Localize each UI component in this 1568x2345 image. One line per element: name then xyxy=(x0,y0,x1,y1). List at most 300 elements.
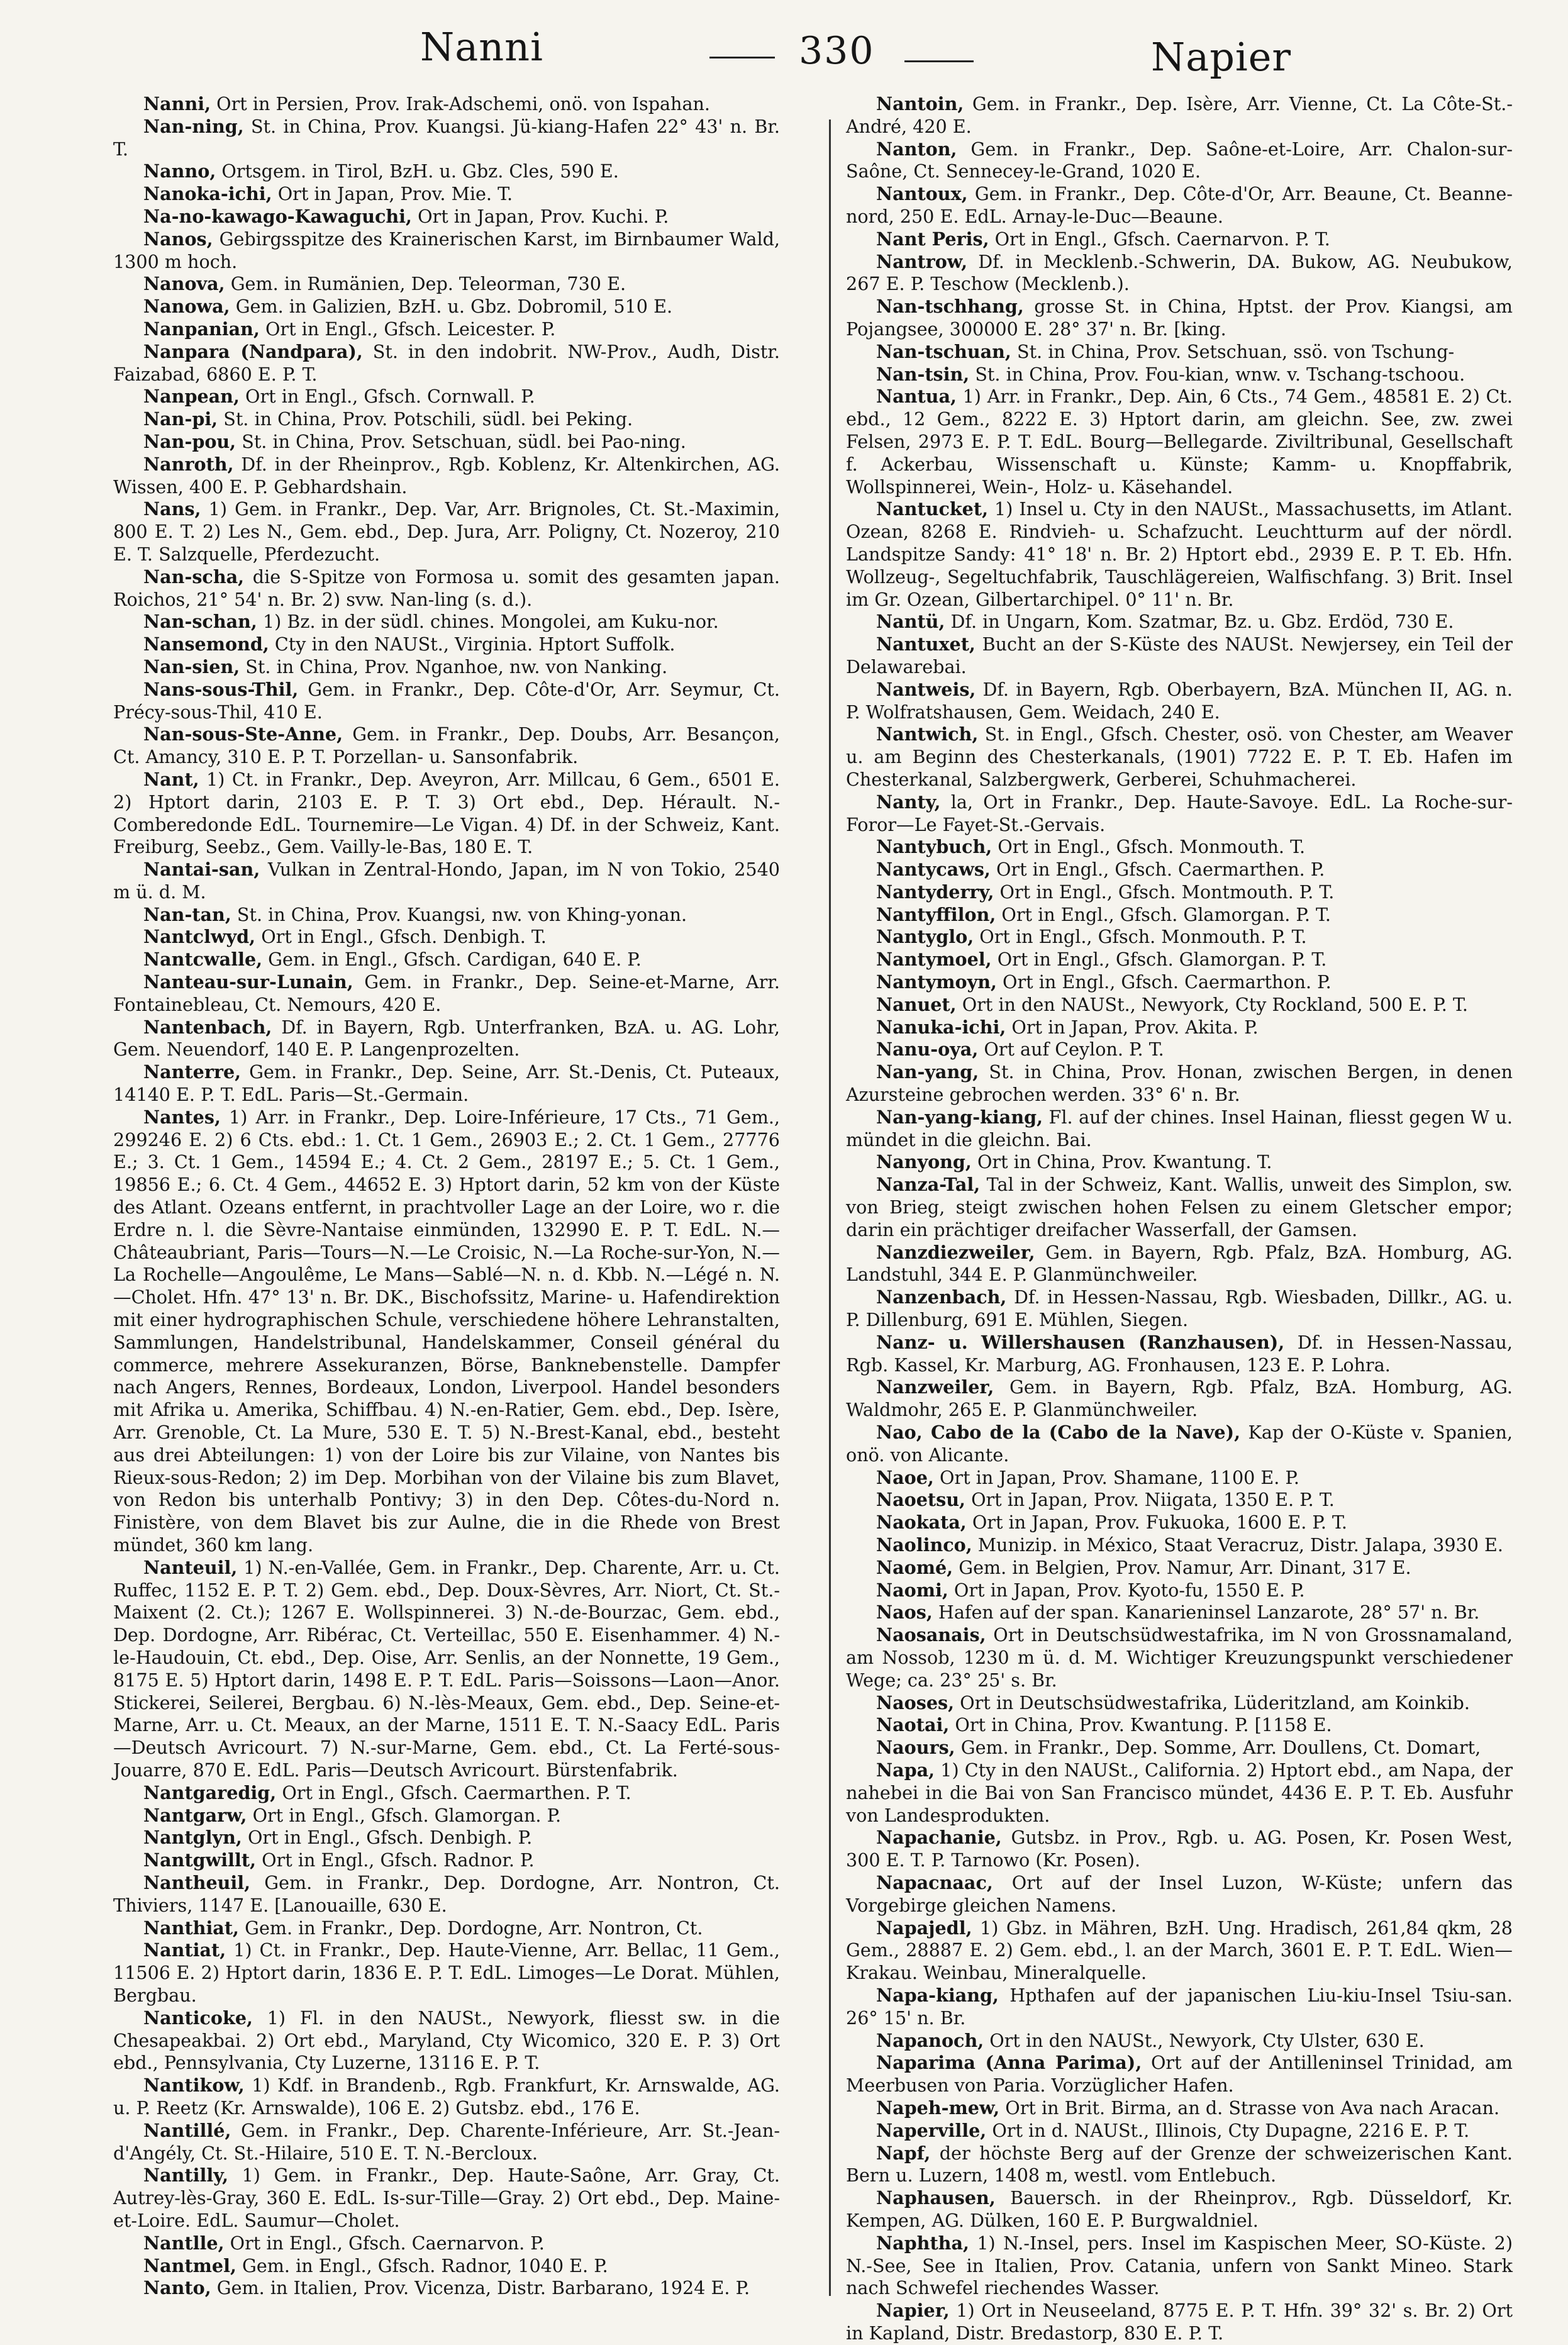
entry-text: Ort in China, Prov. Kwantung. T. xyxy=(971,1151,1272,1173)
entry-headword: Nantiat, xyxy=(143,1939,226,1961)
entry-headword: Nantucket, xyxy=(876,498,989,520)
dictionary-entry xyxy=(113,1805,780,1827)
dictionary-entry xyxy=(113,160,780,183)
entry-text: Munizip. in México, Staat Veracruz, Distr. Jalapa, 3930 E. xyxy=(972,1534,1503,1556)
dictionary-entry xyxy=(113,1872,780,1917)
entry-headword: Nantymoyn, xyxy=(876,971,997,993)
entry-headword: Nan-sous-Ste-Anne, xyxy=(143,723,343,745)
entry-text: Ort in Persien, Prov. Irak-Adschemi, onö. von Ispahan. xyxy=(211,93,711,114)
entry-headword: Nanos, xyxy=(143,228,213,250)
entry-text: St. in China, Prov. Kuangsi, nw. von Khing-yonan. xyxy=(231,903,687,925)
entry-text: Ort in Japan, Prov. Shamane, 1100 E. P. xyxy=(933,1466,1300,1488)
entry-text: Ort in Engl., Gfsch. Caermarthon. P. xyxy=(996,971,1332,993)
dictionary-entry xyxy=(846,2232,1513,2300)
dictionary-entry xyxy=(846,1017,1513,1039)
dictionary-entry xyxy=(846,386,1513,498)
entry-headword: Naoetsu, xyxy=(876,1489,965,1511)
entry-headword: Nan-tschhang, xyxy=(876,296,1024,318)
entry-text: Ort auf Ceylon. P. T. xyxy=(978,1039,1164,1061)
entry-headword: Nanzdiezweiler, xyxy=(876,1241,1035,1263)
header-dash-left xyxy=(709,57,775,58)
entry-text: Gem. in Engl., Gfsch. Cardigan, 640 E. P. xyxy=(262,949,642,971)
entry-text: Gem. in Frankr., Dep. Seine, Arr. St.-Denis, Ct. Puteaux, 14140 E. P. T. EdL. Paris—St.-Germain. xyxy=(113,1061,780,1106)
entry-text: die S-Spitze von Formosa u. somit des gesamten japan. Roichos, 21° 54' n. Br. 2) svw. Nan-ling (s. d.). xyxy=(113,565,780,610)
entry-headword: Nanno, xyxy=(143,160,216,182)
entry-text: St. in China, Prov. Setschuan, südl. bei Pao-ning. xyxy=(236,430,686,452)
entry-text: 1) Ct. in Frankr., Dep. Haute-Vienne, Arr. Bellac, 11 Gem., 11506 E. 2) Hptort darin, 1836 E. P. T. EdL. Limoges—Le Dorat. Mühlen, Bergbau. xyxy=(113,1939,780,2006)
entry-text: 1) Insel u. Cty in den NAUSt., Massachusetts, im Atlant. Ozean, 8268 E. Rindvieh- u. Schafzucht. Leuchtturm auf der nördl. Landspitze Sandy: 41° 18' n. Br. 2) Hptort ebd., 2939 E. P. T. Eb. Hfn. Wollzeug-, Segeltuchfabrik, Tauschlägereien, Walfischfang. 3) Brit. Insel im Gr. Ozean, Gilbertarchipel. 0° 11' n. Br. xyxy=(846,498,1513,610)
entry-headword: Nantuxet, xyxy=(876,633,976,655)
dictionary-entry xyxy=(846,1242,1513,1287)
dictionary-entry xyxy=(846,1737,1513,1759)
dictionary-entry xyxy=(846,1174,1513,1241)
entry-text: Ort in Engl., Gfsch. Radnor. P. xyxy=(256,1849,535,1871)
entry-text: Ort in Japan, Prov. Mie. T. xyxy=(272,183,513,205)
dictionary-entry xyxy=(846,2120,1513,2142)
left-column xyxy=(113,93,780,2307)
dictionary-entry xyxy=(113,93,780,116)
entry-text: Ort in Engl., Gfsch. Denbigh. P. xyxy=(242,1827,533,1849)
entry-text: Gem. in Belgien, Prov. Namur, Arr. Dinant, 317 E. xyxy=(953,1556,1411,1578)
entry-text: Gem. in Italien, Prov. Vicenza, Distr. Barbarano, 1924 E. P. xyxy=(211,2277,750,2299)
dictionary-entry xyxy=(846,1579,1513,1602)
entry-text: Fl. auf der chines. Insel Hainan, fliesst gegen W u. mündet in die gleichn. Bai. xyxy=(846,1106,1513,1150)
dictionary-entry xyxy=(846,1624,1513,1691)
entry-text: Gem. in Frankr., Dep. Seine-et-Marne, Arr. Fontainebleau, Ct. Nemours, 420 E. xyxy=(113,971,780,1015)
entry-text: 1) N.-en-Vallée, Gem. in Frankr., Dep. Charente, Arr. u. Ct. Ruffec, 1152 E. P. T. 2) Gem. ebd., Dep. Doux-Sèvres, Arr. Niort, Ct. St.-Maixent (2. Ct.); 1267 E. Wollspinnerei. 3) N.-de-Bourzac, Gem. ebd., Dep. Dordogne, Arr. Ribérac, Ct. Verteillac, 550 E. Eisenhammer. 4) N.-le-Haudouin, Ct. ebd., Dep. Oise, Arr. Senlis, an der Nonnette, 19 Gem., 8175 E. 5) Hptort darin, 1498 E. P. T. EdL. Paris—Soissons—Laon—Anor. Stickerei, Seilerei, Bergbau. 6) N.-lès-Meaux, Gem. ebd., Dep. Seine-et-Marne, Arr. u. Ct. Meaux, an der Marne, 1511 E. T. N.-Saacy EdL. Paris—Deutsch Avricourt. 7) N.-sur-Marne, Gem. ebd., Ct. La Ferté-sous-Jouarre, 870 E. EdL. Paris—Deutsch Avricourt. Bürstenfabrik. xyxy=(113,1556,780,1781)
entry-headword: Naomi, xyxy=(876,1579,948,1601)
dictionary-entry xyxy=(113,498,780,565)
entry-headword: Nantillé, xyxy=(143,2119,231,2141)
dictionary-entry xyxy=(846,791,1513,837)
entry-headword: Naours, xyxy=(876,1737,955,1759)
entry-text: Gem. in Frankr., Dep. Charente-Inférieure, Arr. St.-Jean-d'Angély, Ct. St.-Hilaire, 510 E. T. N.-Bercloux. xyxy=(113,2119,780,2164)
dictionary-entry xyxy=(846,1376,1513,1422)
entry-headword: Naomé, xyxy=(876,1556,954,1578)
entry-headword: Naotai, xyxy=(876,1714,950,1736)
entry-headword: Nans, xyxy=(143,498,201,520)
entry-headword: Naparima (Anna Parima), xyxy=(876,2052,1142,2074)
entry-text: Ort in Engl., Gfsch. Montmouth. P. T. xyxy=(994,881,1335,903)
entry-headword: Nanova, xyxy=(143,273,225,295)
dictionary-entry xyxy=(846,679,1513,724)
entry-headword: Napa, xyxy=(876,1759,935,1781)
dictionary-entry xyxy=(846,2300,1513,2345)
entry-text: Gem. in Bayern, Rgb. Pfalz, BzA. Homburg, AG. Waldmohr, 265 E. P. Glanmünchweiler. xyxy=(846,1376,1513,1421)
dictionary-entry xyxy=(113,679,780,724)
entry-headword: Napacnaac, xyxy=(876,1871,993,1893)
entry-headword: Nan-ning, xyxy=(143,115,244,137)
entry-headword: Nanuet, xyxy=(876,993,957,1015)
entry-headword: Napajedl, xyxy=(876,1917,972,1939)
dictionary-entry xyxy=(846,1489,1513,1512)
entry-text: St. in China, Prov. Setschuan, ssö. von Tschung- xyxy=(1011,340,1455,362)
dictionary-entry xyxy=(846,2142,1513,2188)
dictionary-entry xyxy=(846,723,1513,791)
entry-headword: Nan-yang, xyxy=(876,1061,979,1083)
entry-headword: Nanton, xyxy=(876,138,957,160)
entry-headword: Nanpara (Nandpara), xyxy=(143,340,363,362)
entry-headword: Nan-schan, xyxy=(143,611,257,633)
entry-text: Gutsbz. in Prov., Rgb. u. AG. Posen, Kr. Posen West, 300 E. T. P. Tarnowo (Kr. Posen). xyxy=(846,1827,1513,1871)
dictionary-entry xyxy=(113,206,780,228)
entry-text: Ort in d. NAUSt., Illinois, Cty Dupagne, 2216 E. P. T. xyxy=(986,2119,1470,2141)
entry-text: 1) N.-Insel, pers. Insel im Kaspischen Meer, SO-Küste. 2) N.-See, See in Italien, Prov. Catania, unfern von Sankt Mineo. Stark nach Schwefel riechendes Wasser. xyxy=(846,2232,1513,2299)
entry-headword: Nant, xyxy=(143,768,199,790)
entry-headword: Nan-tan, xyxy=(143,903,231,925)
entry-headword: Nanuka-ichi, xyxy=(876,1016,1006,1038)
entry-headword: Napa-kiang, xyxy=(876,1984,999,2006)
dictionary-entry xyxy=(846,183,1513,228)
dictionary-entry xyxy=(113,1782,780,1805)
entry-headword: Nanty, xyxy=(876,791,941,813)
dictionary-entry xyxy=(846,251,1513,296)
entry-headword: Nanowa, xyxy=(143,296,230,318)
entry-text: Ort in den NAUSt., Newyork, Cty Ulster, 630 E. xyxy=(984,2029,1425,2051)
dictionary-entry xyxy=(846,1917,1513,1985)
entry-text: Ort in Japan, Prov. Niigata, 1350 E. P. T. xyxy=(965,1489,1335,1511)
entry-headword: Nant Peris, xyxy=(876,228,989,250)
entry-headword: Napachanie, xyxy=(876,1827,1002,1849)
entry-text: Kap der O-Küste v. Spanien, onö. von Alicante. xyxy=(846,1422,1513,1466)
entry-text: Ort in Japan, Prov. Fukuoka, 1600 E. P. T. xyxy=(966,1512,1347,1534)
dictionary-entry xyxy=(113,1827,780,1849)
entry-text: Ort in Engl., Gfsch. Caermarthen. P. T. xyxy=(276,1781,631,1803)
dictionary-entry xyxy=(113,318,780,341)
dictionary-entry xyxy=(846,1534,1513,1557)
dictionary-entry xyxy=(846,228,1513,251)
entry-text: Gem. in Frankr., Dep. Côte-d'Or, Arr. Beaune, Ct. Beanne-nord, 250 E. EdL. Arnay-le-Duc—Beaune. xyxy=(846,183,1513,227)
entry-text: Gem. in Rumänien, Dep. Teleorman, 730 E. xyxy=(225,273,626,295)
entry-headword: Nantlle, xyxy=(143,2232,225,2254)
entry-headword: Nanpean, xyxy=(143,386,240,408)
dictionary-entry xyxy=(846,904,1513,927)
entry-text: Df. in Bayern, Rgb. Unterfranken, BzA. u. AG. Lohr, Gem. Neuendorf, 140 E. P. Langenprozelten. xyxy=(113,1016,780,1061)
entry-headword: Naos, xyxy=(876,1601,933,1624)
entry-text: Bauersch. in der Rheinprov., Rgb. Düsseldorf, Kr. Kempen, AG. Dülken, 160 E. P. Burgwaldniel. xyxy=(846,2187,1513,2231)
entry-headword: Nantai-san, xyxy=(143,859,260,881)
dictionary-entry xyxy=(846,633,1513,679)
dictionary-entry xyxy=(113,2075,780,2120)
dictionary-entry xyxy=(846,1106,1513,1152)
dictionary-entry xyxy=(846,93,1513,138)
entry-headword: Nantwich, xyxy=(876,723,979,745)
entry-headword: Nanzweiler, xyxy=(876,1376,994,1398)
dictionary-entry xyxy=(846,2030,1513,2053)
entry-text: St. in China, Prov. Kuangsi. Jü-kiang-Hafen 22° 43' n. Br. T. xyxy=(113,115,780,160)
page-header xyxy=(0,11,1568,87)
dictionary-entry xyxy=(113,408,780,431)
entry-headword: Napf, xyxy=(876,2142,931,2164)
entry-headword: Naolinco, xyxy=(876,1534,972,1556)
entry-text: Ort in Engl., Gfsch. Glamorgan. P. xyxy=(247,1804,562,1826)
dictionary-entry xyxy=(113,1849,780,1872)
entry-text: 1) Ort in Neuseeland, 8775 E. P. T. Hfn. 39° 32' s. Br. 2) Ort in Kapland, Distr. Bredastorp, 830 E. P. T. xyxy=(846,2300,1513,2344)
entry-headword: Nanroth, xyxy=(143,453,234,475)
dictionary-entry xyxy=(113,1017,780,1062)
entry-headword: Nantgarw, xyxy=(143,1804,247,1826)
dictionary-entry xyxy=(846,1692,1513,1715)
entry-text: Vulkan in Zentral-Hondo, Japan, im N von Tokio, 2540 m ü. d. M. xyxy=(113,859,780,903)
column-divider xyxy=(829,120,831,2296)
dictionary-entry xyxy=(846,1601,1513,1624)
dictionary-entry xyxy=(846,138,1513,184)
entry-headword: Naphausen, xyxy=(876,2187,996,2209)
dictionary-entry xyxy=(113,116,780,161)
dictionary-entry xyxy=(846,1151,1513,1174)
dictionary-entry xyxy=(113,723,780,769)
entry-headword: Nantes, xyxy=(143,1106,221,1128)
dictionary-entry xyxy=(846,1422,1513,1467)
entry-headword: Nanoka-ichi, xyxy=(143,183,272,205)
entry-headword: Nantymoel, xyxy=(876,949,992,971)
entry-text: Cty in den NAUSt., Virginia. Hptort Suffolk. xyxy=(269,633,676,655)
entry-text: der höchste Berg auf der Grenze der schweizerischen Kant. Bern u. Luzern, 1408 m, westl. vom Entlebuch. xyxy=(846,2142,1513,2186)
entry-headword: Nanzenbach, xyxy=(876,1286,1007,1308)
dictionary-entry xyxy=(846,881,1513,904)
entry-headword: Nantybuch, xyxy=(876,836,993,858)
entry-text: Ort in Engl., Gfsch. Cornwall. P. xyxy=(239,386,535,408)
entry-text: Gem. in Frankr., Dep. Saône-et-Loire, Arr. Chalon-sur-Saône, Ct. Sennecey-le-Grand, 1020 E. xyxy=(846,138,1513,182)
entry-text: Ort in den NAUSt., Newyork, Cty Rockland, 500 E. P. T. xyxy=(956,993,1468,1015)
dictionary-entry xyxy=(113,1106,780,1557)
entry-text: St. in China, Prov. Honan, zwischen Bergen, in denen Azursteine gebrochen werden. 33° 6' n. Br. xyxy=(846,1061,1513,1106)
entry-text: Ort in China, Prov. Kwantung. P. [1158 E. xyxy=(949,1714,1332,1736)
entry-text: Ort in Engl., Gfsch. Glamorgan. P. T. xyxy=(996,903,1331,925)
dictionary-entry xyxy=(846,498,1513,611)
dictionary-entry xyxy=(846,971,1513,994)
entry-headword: Nantilly, xyxy=(143,2164,229,2186)
entry-headword: Nantweis, xyxy=(876,678,976,700)
entry-text: Ort in Deutschsüdwestafrika, im N von Grossnamaland, am Nossob, 1230 m ü. d. M. Wichtiger Kreuzungspunkt verschiedener Wege; ca. 23° 25' s. Br. xyxy=(846,1624,1513,1691)
entry-text: Ort in Engl., Gfsch. Glamorgan. P. T. xyxy=(991,949,1327,971)
entry-text: la, Ort in Frankr., Dep. Haute-Savoye. EdL. La Roche-sur-Foror—Le Fayet-St.-Gervais. xyxy=(846,791,1513,835)
right-running-head: Napier xyxy=(1151,34,1292,80)
entry-text: Ort in Engl., Gfsch. Caernarvon. P. T. xyxy=(989,228,1330,250)
entry-text: Tal in der Schweiz, Kant. Wallis, unweit des Simplon, sw. von Brieg, steigt zwischen hohen Felsen zu einem Gletscher empor; darin ein prächtiger dreifacher Wasserfall, der Gamsen. xyxy=(846,1174,1513,1240)
entry-text: Df. in Hessen-Nassau, Rgb. Kassel, Kr. Marburg, AG. Fronhausen, 123 E. P. Lohra. xyxy=(846,1331,1513,1376)
entry-text: St. in Engl., Gfsch. Chester, osö. von Chester, am Weaver u. am Beginn des Chesterkanals, (1901) 7722 E. P. T. Eb. Hafen im Chesterkanal, Salzbergwerk, Gerberei, Schuhmacherei. xyxy=(846,723,1513,790)
entry-text: Gem. in Frankr., Dep. Côte-d'Or, Arr. Seymur, Ct. Précy-sous-Thil, 410 E. xyxy=(113,678,780,723)
dictionary-entry xyxy=(113,2164,780,2232)
entry-text: Ort auf der Antilleninsel Trinidad, am Meerbusen von Paria. Vorzüglicher Hafen. xyxy=(846,2052,1513,2097)
entry-headword: Napier, xyxy=(876,2300,950,2322)
dictionary-entry xyxy=(846,1467,1513,1490)
entry-text: Gem. in Frankr., Dep. Isère, Arr. Vienne, Ct. La Côte-St.-André, 420 E. xyxy=(846,93,1513,137)
dictionary-entry xyxy=(113,1557,780,1782)
entry-headword: Nantoin, xyxy=(876,93,964,114)
dictionary-entry xyxy=(113,2277,780,2300)
entry-text: Df. in der Rheinprov., Rgb. Koblenz, Kr. Altenkirchen, AG. Wissen, 400 E. P. Gebhardshain. xyxy=(113,453,780,498)
entry-headword: Naoses, xyxy=(876,1691,955,1713)
entry-text: Gem. in Galizien, BzH. u. Gbz. Dobromil, 510 E. xyxy=(230,296,673,318)
entry-headword: Nantgwillt, xyxy=(143,1849,257,1871)
entry-headword: Napeh-mew, xyxy=(876,2097,1000,2119)
page-number: 330 xyxy=(799,29,875,73)
dictionary-entry xyxy=(113,904,780,927)
dictionary-entry xyxy=(113,183,780,206)
entry-text: 1) Arr. in Frankr., Dep. Loire-Inférieure, 17 Cts., 71 Gem., 299246 E. 2) 6 Cts. ebd.: 1. Ct. 1 Gem., 26903 E.; 2. Ct. 1 Gem., 27776 E.; 3. Ct. 1 Gem., 14594 E.; 4. Ct. 2 Gem., 28197 E.; 5. Ct. 1 Gem., 19856 E.; 6. Ct. 4 Gem., 44652 E. 3) Hptort darin, 52 km von der Küste des Atlant. Ozeans entfernt, in prachtvoller Lage an der Loire, wo r. die Erdre n. l. die Sèvre-Nantaise einmünden, 132990 E. P. T. EdL. N.—Châteaubriant, Paris—Tours—N.—Le Croisic, N.—La Roche-sur-Yon, N.—La Rochelle—Angoulême, Le Mans—Sablé—N. n. d. Kbb. N.—Légé n. N.—Cholet. Hfn. 47° 13' n. Br. DK., Bischofssitz, Marine- u. Hafendirektion mit einer hydrographischen Schule, verschiedene höhere Lehranstalten, Sammlungen, Handelstribunal, Handelskammer, Conseil général du commerce, mehrere Assekuranzen, Börse, Banknebenstelle. Dampfer nach Angers, Rennes, Bordeaux, London, Liverpool. Handel besonders mit Afrika u. Amerika, Schiffbau. 4) N.-en-Ratier, Gem. ebd., Dep. Isère, Arr. Grenoble, Ct. La Mure, 530 E. T. 5) N.-Brest-Kanal, ebd., besteht aus drei Abteilungen: 1) von der Loire bis zur Vilaine, von Nantes bis Rieux-sous-Redon; 2) im Dep. Morbihan von der Vilaine bis zum Blavet, von Redon bis unterhalb Pontivy; 3) in den Dep. Côtes-du-Nord n. Finistère, von dem Blavet bis zur Aulne, die in die Rhede von Brest mündet, 360 km lang. xyxy=(113,1106,780,1556)
dictionary-entry xyxy=(113,949,780,971)
entry-text: 1) Cty in den NAUSt., California. 2) Hptort ebd., am Napa, der nahebei in die Bai von San Francisco mündet, 4436 E. P. T. Eb. Ausfuhr von Landesprodukten. xyxy=(846,1759,1513,1826)
dictionary-entry xyxy=(846,2052,1513,2097)
dictionary-entry xyxy=(846,296,1513,341)
entry-headword: Nantenbach, xyxy=(143,1016,272,1038)
entry-text: Ortsgem. in Tirol, BzH. u. Gbz. Cles, 590 E. xyxy=(216,160,619,182)
entry-headword: Napanoch, xyxy=(876,2029,984,2051)
entry-headword: Na-no-kawago-Kawaguchi, xyxy=(143,205,412,227)
header-dash-right xyxy=(904,60,974,62)
entry-text: 1) Gbz. in Mähren, BzH. Ung. Hradisch, 261,84 qkm, 28 Gem., 28887 E. 2) Gem. ebd., l. an der March, 3601 E. P. T. EdL. Wien—Krakau. Weinbau, Mineralquelle. xyxy=(846,1917,1513,1984)
dictionary-entry xyxy=(113,228,780,274)
entry-headword: Nanteau-sur-Lunain, xyxy=(143,971,353,993)
entry-headword: Nans-sous-Thil, xyxy=(143,678,299,700)
entry-headword: Nantyffilon, xyxy=(876,903,996,925)
entry-headword: Nanni, xyxy=(143,93,211,114)
entry-headword: Nan-scha, xyxy=(143,565,245,588)
dictionary-entry xyxy=(846,1714,1513,1737)
entry-text: Gem. in Bayern, Rgb. Pfalz, BzA. Homburg, AG. Landstuhl, 344 E. P. Glanmünchweiler. xyxy=(846,1241,1513,1286)
dictionary-entry xyxy=(113,2007,780,2075)
dictionary-entry xyxy=(113,566,780,611)
entry-text: St. in China, Prov. Potschili, südl. bei Peking. xyxy=(218,408,633,430)
entry-headword: Nanteuil, xyxy=(143,1556,238,1578)
entry-text: grosse St. in China, Hptst. der Prov. Kiangsi, am Pojangsee, 300000 E. 28° 37' n. Br. [king. xyxy=(846,296,1513,340)
dictionary-entry xyxy=(846,926,1513,949)
dictionary-entry xyxy=(113,859,780,904)
entry-text: Ort in Engl., Gfsch. Monmouth. P. T. xyxy=(974,926,1307,948)
entry-headword: Nantyderry, xyxy=(876,881,994,903)
entry-headword: Nan-tschuan, xyxy=(876,340,1011,362)
entry-headword: Nantyglo, xyxy=(876,926,974,948)
entry-headword: Naokata, xyxy=(876,1512,967,1534)
entry-headword: Nanza-Tal, xyxy=(876,1174,981,1196)
entry-text: 1) Arr. in Frankr., Dep. Ain, 6 Cts., 74 Gem., 48581 E. 2) Ct. ebd., 12 Gem., 8222 E. 3) Hptort darin, am gleichn. See, zw. zwei Felsen, 2973 E. P. T. EdL. Bourg—Bellegarde. Ziviltribunal, Gesellschaft f. Ackerbau, Wissenschaft u. Künste; Kamm- u. Knopffabrik, Wollspinnerei, Wein-, Holz- u. Käsehandel. xyxy=(846,386,1513,498)
dictionary-entry xyxy=(113,769,780,859)
dictionary-entry xyxy=(846,2187,1513,2232)
dictionary-entry xyxy=(846,994,1513,1017)
entry-text: 1) Ct. in Frankr., Dep. Aveyron, Arr. Millcau, 6 Gem., 6501 E. 2) Hptort darin, 2103 E. P. T. 3) Ort ebd., Dep. Hérault. N.-Comberedonde EdL. Tournemire—Le Vigan. 4) Df. in der Schweiz, Kant. Freiburg, Seebz., Gem. Vailly-le-Bas, 180 E. T. xyxy=(113,768,780,858)
dictionary-entry xyxy=(846,1061,1513,1106)
entry-text: 1) Gem. in Frankr., Dep. Haute-Saône, Arr. Gray, Ct. Autrey-lès-Gray, 360 E. EdL. Is-sur-Tille—Gray. 2) Ort ebd., Dep. Maine-et-Loire. EdL. Saumur—Cholet. xyxy=(113,2164,780,2231)
entry-headword: Nanto, xyxy=(143,2277,211,2299)
dictionary-entry xyxy=(113,2255,780,2278)
entry-headword: Nantclwyd, xyxy=(143,926,256,948)
dictionary-entry xyxy=(113,273,780,296)
entry-headword: Nantgaredig, xyxy=(143,1781,277,1803)
entry-headword: Nanterre, xyxy=(143,1061,242,1083)
entry-text: 1) Fl. in den NAUSt., Newyork, fliesst sw. in die Chesapeakbai. 2) Ort ebd., Maryland, Cty Wicomico, 320 E. P. 3) Ort ebd., Pennsylvania, Cty Luzerne, 13116 E. P. T. xyxy=(113,2007,780,2074)
entry-text: Gem. in Frankr., Dep. Somme, Arr. Doullens, Ct. Domart, xyxy=(955,1737,1481,1759)
entry-text: Gem. in Frankr., Dep. Doubs, Arr. Besançon, Ct. Amancy, 310 E. P. T. Porzellan- u. Sansonfabrik. xyxy=(113,723,780,768)
dictionary-entry xyxy=(113,633,780,656)
entry-headword: Nantmel, xyxy=(143,2254,236,2276)
entry-headword: Nanthiat, xyxy=(143,1917,240,1939)
dictionary-entry xyxy=(846,836,1513,859)
entry-headword: Nan-yang-kiang, xyxy=(876,1106,1043,1128)
dictionary-entry xyxy=(113,1061,780,1106)
entry-text: Ort in Engl., Gfsch. Denbigh. T. xyxy=(255,926,547,948)
right-column xyxy=(846,93,1513,2344)
entry-headword: Nanpanian, xyxy=(143,318,260,340)
entry-text: St. in China, Prov. Nganhoe, nw. von Nanking. xyxy=(240,655,668,677)
entry-headword: Naosanais, xyxy=(876,1624,986,1646)
dictionary-entry xyxy=(846,1512,1513,1534)
dictionary-entry xyxy=(113,2232,780,2255)
entry-headword: Nao, Cabo de la (Cabo de la Nave), xyxy=(876,1422,1241,1444)
entry-text: Ort in Engl., Gfsch. Caernarvon. P. xyxy=(224,2232,545,2254)
entry-text: Hpthafen auf der japanischen Liu-kiu-Insel Tsiu-san. 26° 15' n. Br. xyxy=(846,1984,1513,2029)
dictionary-entry xyxy=(846,2097,1513,2120)
entry-text: Gebirgsspitze des Krainerischen Karst, im Birnbaumer Wald, 1300 m hoch. xyxy=(113,228,780,272)
dictionary-entry xyxy=(113,454,780,499)
entry-headword: Nantycaws, xyxy=(876,859,991,881)
entry-headword: Nan-pou, xyxy=(143,430,236,452)
entry-text: Ort in Japan, Prov. Akita. P. xyxy=(1006,1016,1259,1038)
entry-text: Ort in Japan, Prov. Kyoto-fu, 1550 E. P. xyxy=(948,1579,1305,1601)
entry-text: Df. in Mecklenb.-Schwerin, DA. Bukow, AG. Neubukow, 267 E. P. Teschow (Mecklenb.). xyxy=(846,250,1513,295)
dictionary-entry xyxy=(846,1827,1513,1872)
entry-headword: Nanu-oya, xyxy=(876,1039,979,1061)
entry-text: Bucht an der S-Küste des NAUSt. Newjersey, ein Teil der Delawarebai. xyxy=(846,633,1513,677)
entry-headword: Naphtha, xyxy=(876,2232,969,2254)
dictionary-entry xyxy=(113,656,780,679)
entry-text: Gem. in Engl., Gfsch. Radnor, 1040 E. P. xyxy=(236,2254,608,2276)
entry-headword: Nantheuil, xyxy=(143,1871,251,1893)
entry-text: Gem. in Frankr., Dep. Dordogne, Arr. Nontron, Ct. Thiviers, 1147 E. [Lanouaille, 630 E. xyxy=(113,1871,780,1916)
entry-text: Ort in Brit. Birma, an d. Strasse von Ava nach Aracan. xyxy=(999,2097,1500,2119)
dictionary-entry xyxy=(846,949,1513,971)
entry-text: 1) Kdf. in Brandenb., Rgb. Frankfurt, Kr. Arnswalde, AG. u. P. Reetz (Kr. Arnswalde), 106 E. 2) Gutsbz. ebd., 176 E. xyxy=(113,2075,780,2119)
entry-text: Ort in Engl., Gfsch. Leicester. P. xyxy=(259,318,556,340)
entry-text: Ort in Engl., Gfsch. Caermarthen. P. xyxy=(990,859,1325,881)
left-running-head: Nanni xyxy=(420,24,543,70)
entry-text: Ort in Deutschsüdwestafrika, Lüderitzland, am Koinkib. xyxy=(954,1691,1470,1713)
entry-headword: Naoe, xyxy=(876,1466,934,1488)
dictionary-entry xyxy=(846,611,1513,633)
entry-text: St. in den indobrit. NW-Prov., Audh, Distr. Faizabad, 6860 E. P. T. xyxy=(113,340,781,385)
entry-headword: Nan-pi, xyxy=(143,408,218,430)
entry-text: Df. in Ungarn, Kom. Szatmar, Bz. u. Gbz. Erdöd, 730 E. xyxy=(945,611,1454,633)
dictionary-entry xyxy=(846,1759,1513,1827)
entry-headword: Naperville, xyxy=(876,2119,987,2141)
entry-headword: Nantü, xyxy=(876,611,945,633)
dictionary-entry xyxy=(113,1939,780,2007)
dictionary-entry xyxy=(113,1917,780,1940)
dictionary-entry xyxy=(846,1286,1513,1332)
entry-headword: Nantcwalle, xyxy=(143,949,263,971)
dictionary-entry xyxy=(113,296,780,318)
entry-text: Ort in Engl., Gfsch. Monmouth. T. xyxy=(992,836,1306,858)
dictionary-entry xyxy=(846,859,1513,881)
entry-headword: Nansemond, xyxy=(143,633,269,655)
dictionary-entry xyxy=(846,1332,1513,1377)
entry-text: Hafen auf der span. Kanarieninsel Lanzarote, 28° 57' n. Br. xyxy=(932,1601,1480,1624)
dictionary-entry xyxy=(846,1557,1513,1579)
entry-text: Df. in Hessen-Nassau, Rgb. Wiesbaden, Dillkr., AG. u. P. Dillenburg, 691 E. Mühlen, Siegen. xyxy=(846,1286,1513,1331)
entry-text: St. in China, Prov. Fou-kian, wnw. v. Tschang-tschoou. xyxy=(969,363,1465,385)
entry-headword: Nanz- u. Willershausen (Ranzhausen), xyxy=(876,1331,1285,1353)
dictionary-entry xyxy=(846,1872,1513,1917)
dictionary-entry xyxy=(846,1039,1513,1061)
dictionary-entry xyxy=(846,341,1513,364)
dictionary-entry xyxy=(113,431,780,454)
dictionary-entry xyxy=(113,341,780,386)
dictionary-entry xyxy=(113,971,780,1017)
dictionary-entry xyxy=(113,386,780,408)
entry-text: Df. in Bayern, Rgb. Oberbayern, BzA. München II, AG. n. P. Wolfratshausen, Gem. Weidach, 240 E. xyxy=(846,678,1513,723)
entry-headword: Nan-tsin, xyxy=(876,363,970,385)
